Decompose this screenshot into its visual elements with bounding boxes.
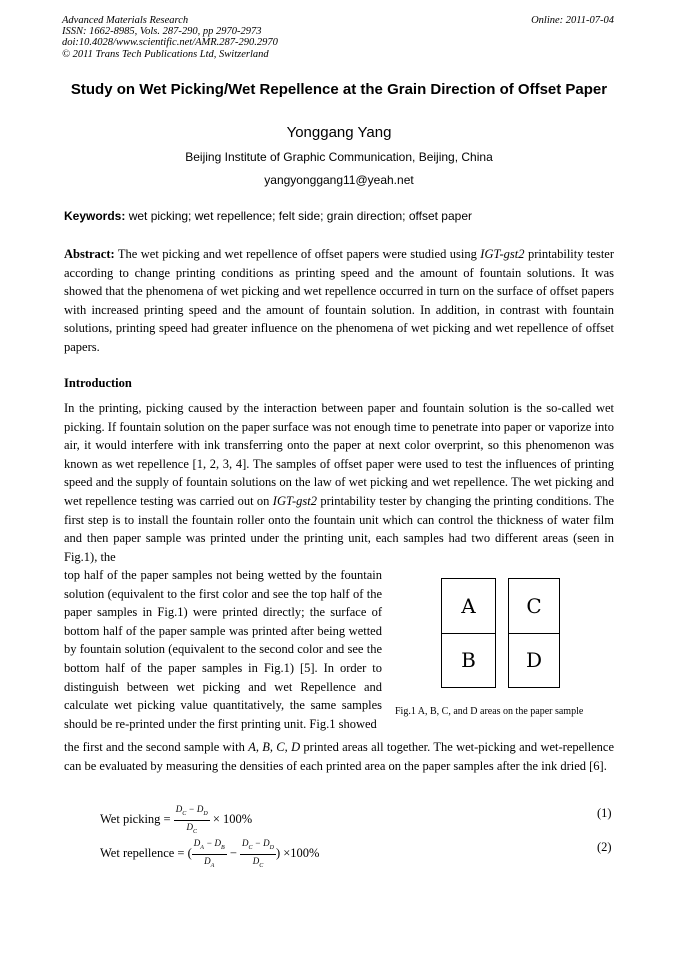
issn-line: ISSN: 1662-8985, Vols. 287-290, pp 2970-2973: [62, 26, 262, 38]
equation-1-number: (1): [597, 806, 612, 820]
abstract-label: Abstract:: [64, 247, 115, 261]
author-email: yangyonggang11@yeah.net: [264, 173, 414, 187]
area-c: C: [509, 579, 559, 634]
intro-text-b: printability tester by changing the printing conditions. The first step is to install the fountain roller onto the fountain unit which can control the thickness of water film and then paper sample was printed under the printing unit, each samples had two different areas (seen in Fig.1), the: [64, 493, 614, 564]
copyright-line: © 2011 Trans Tech Publications Ltd, Switzerland: [62, 48, 269, 60]
affiliation: Beijing Institute of Graphic Communication, Beijing, China: [185, 150, 493, 164]
online-date: Online: 2011-07-04: [531, 15, 614, 26]
intro-italic-areas: A, B, C, D: [248, 740, 301, 754]
eq1-tail: × 100%: [209, 812, 253, 827]
intro-italic: IGT-gst2: [272, 493, 317, 508]
eq1-label: Wet picking =: [100, 812, 171, 827]
equation-2-number: (2): [597, 840, 612, 854]
eq2-f2-denominator: $D_C$: [252, 855, 264, 869]
paper-title: Study on Wet Picking/Wet Repellence at the Grain Direction of Offset Paper: [70, 81, 608, 98]
keywords-text: wet picking; wet repellence; felt side; grain direction; offset paper: [125, 209, 472, 223]
keywords: [64, 209, 614, 224]
sample-1-box: [441, 578, 496, 688]
journal-name: Advanced Materials Research: [62, 15, 189, 26]
section-heading-introduction: Introduction: [64, 376, 132, 390]
eq2-f2-numerator: $D_C - D_D$: [240, 837, 276, 855]
abstract-text-2: printability tester according to change printing conditions as printing speed and the amount of fountain solutions. It was showed that the phenomena of wet picking and wet repellence occurred in turn on the surface of offset papers with increased printing speed and the amount of fountain solution. In addition, in contrast with fountain solutions, printing speed had greater influence on the phenomena of wet picking and wet repellence of offset papers.: [64, 247, 615, 354]
intro-paragraph-wrapped: [64, 566, 382, 733]
eq2-fraction-2: [240, 837, 276, 872]
sample-2-box: [508, 578, 560, 688]
abstract-text-1: The wet picking and wet repellence of offset papers were studied using: [114, 247, 481, 261]
keywords-label: Keywords:: [64, 209, 126, 223]
figure-caption: Fig.1 A, B, C, and D areas on the paper sample: [395, 706, 584, 717]
eq2-label: Wet repellence = (: [100, 846, 192, 861]
equation-1: [100, 803, 252, 838]
abstract-italic: IGT-gst2: [480, 247, 525, 261]
abstract: [64, 245, 614, 357]
intro-text-a: In the printing, picking caused by the interaction between paper and fountain solution is the so-called wet picking. If fountain solution on the paper surface was not enough time to penetrate into paper or vaporize into air, it would interfere with ink transferring onto the paper at next color overprint, so this phenomenon was known as wet repellence [1, 2, 3, 4]. The samples of offset paper were used to test the influences of printing speed and the supply of fountain solutions on the law of wet picking and wet repellence. The wet picking and wet repellence testing was carried out on: [64, 401, 614, 508]
intro-paragraph-tail: [64, 738, 614, 775]
intro-text-d: the first and the second sample with: [64, 740, 249, 754]
author-name: Yonggang Yang: [286, 124, 392, 141]
eq2-f1-denominator: $D_A$: [204, 855, 215, 869]
eq2-tail: ) ×100%: [275, 846, 320, 861]
intro-text-c: top half of the paper samples not being wetted by the fountain solution (equivalent to the first color and see the top half of the paper samples in Fig.1) were printed directly; the surface of bottom half of the paper sample was printed after being wetted by fountain solution (equivalent to the second color and see the bottom half of the paper samples in Fig.1) [5]. In order to distinguish between wet picking and wet Repellence and calculate wet picking value quantitatively, the same samples should be re-printed under the first printing unit. Fig.1 showed: [64, 568, 382, 731]
journal-header: [62, 15, 278, 60]
intro-text-e: printed areas all together. The wet-picking and wet-repellence can be evaluated by measuring the densities of each printed area on the paper samples after the ink dried [6].: [64, 740, 615, 773]
eq1-numerator: $D_C - D_D$: [174, 803, 210, 821]
area-b: B: [461, 648, 476, 672]
figure-1: [395, 576, 615, 726]
doi-line: doi:10.4028/www.scientific.net/AMR.287-290.2970: [62, 37, 278, 49]
equation-2: [100, 837, 319, 872]
eq2-f1-numerator: $D_A - D_B$: [192, 837, 227, 855]
intro-paragraph: [64, 399, 614, 566]
eq2-minus: −: [226, 846, 240, 861]
area-a: A: [442, 579, 495, 634]
eq2-fraction-1: [192, 837, 227, 872]
eq1-denominator: $D_C$: [186, 821, 197, 835]
area-d: D: [525, 648, 543, 672]
eq1-fraction: [174, 803, 210, 838]
